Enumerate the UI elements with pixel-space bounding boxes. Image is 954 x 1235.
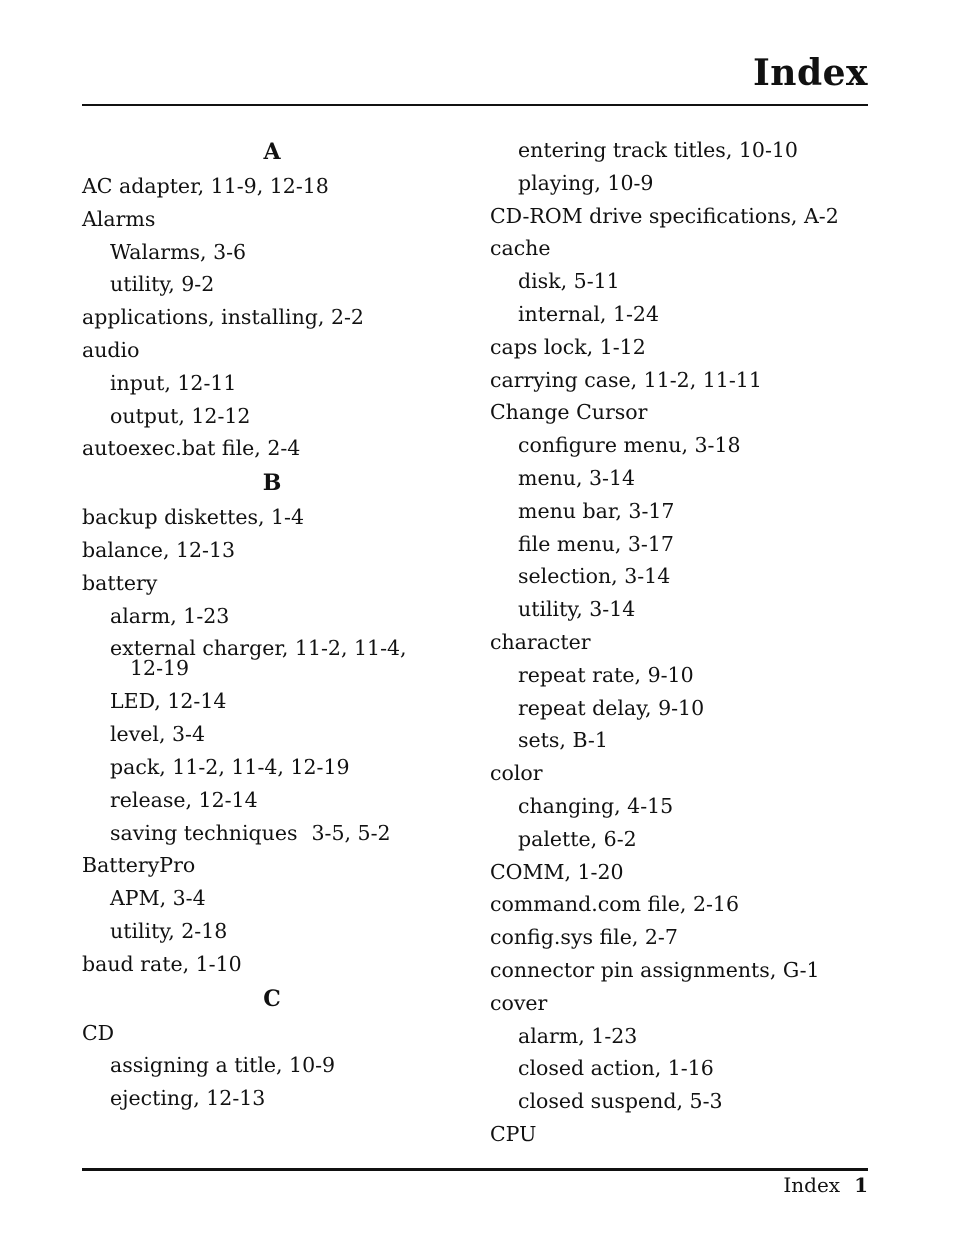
footer-rule [82,1168,868,1171]
index-subentry: level, 3-4 [110,722,206,747]
index-subentry: utility, 3-14 [518,597,636,622]
index-subentry-text: saving techniques [110,820,298,845]
index-entry: color [490,761,543,786]
index-entry: CPU [490,1121,537,1146]
index-letter-heading: A [263,139,281,165]
index-subentry: entering track titles, 10-10 [518,138,798,162]
index-entry: config.sys file, 2-7 [490,925,678,950]
index-subentry: alarm, 1-23 [110,603,230,628]
index-subentry [82,817,462,850]
index-entry: AC adapter, 11-9, 12-18 [82,174,329,198]
index-entry: command.com file, 2-16 [490,892,739,917]
index-subentry: ejecting, 12-13 [110,1086,266,1111]
index-subentry: utility, 2-18 [110,918,228,943]
index-subentry: configure menu, 3-18 [518,433,741,458]
index-entry: Alarms [82,206,156,231]
footer-label: Index [783,1173,841,1197]
index-subentry: APM, 3-4 [110,886,206,911]
index-entry: connector pin assignments, G-1 [490,957,820,982]
header-rule [82,104,868,106]
index-subentry: closed suspend, 5-3 [518,1089,723,1114]
index-subentry: menu bar, 3-17 [518,498,675,523]
index-entry: BatteryPro [82,853,196,878]
index-subentry: file menu, 3-17 [518,531,674,556]
index-letter-heading: B [262,470,282,497]
index-subentry: alarm, 1-23 [518,1023,638,1048]
index-entry: carrying case, 11-2, 11-11 [490,367,762,392]
index-subentry-text: external charger, 11-2, 11-4, [110,636,407,661]
index-entry: caps lock, 1-12 [490,334,646,359]
index-entry: character [490,629,591,654]
index-entry: balance, 12-13 [82,537,236,562]
index-entry: audio [82,337,140,362]
index-subentry: palette, 6-2 [518,826,637,851]
index-entry: CD-ROM drive specifications, A-2 [490,203,839,228]
index-subentry: playing, 10-9 [518,170,654,195]
index-subentry: input, 12-11 [110,370,237,395]
index-subentry: output, 12-12 [110,403,251,428]
index-subentry: closed action, 1-16 [518,1056,714,1081]
index-entry: cover [490,990,548,1015]
index-subentry-continuation: 12-19 [130,656,190,681]
index-subentry: menu, 3-14 [518,465,636,490]
index-subentry: changing, 4-15 [518,793,674,818]
page-title: Index [752,52,868,94]
index-subentry-pages: 3-5, 5-2 [311,820,391,845]
index-subentry: disk, 5-11 [518,269,620,294]
index-entry: cache [490,236,551,261]
page-footer [783,1172,868,1198]
index-entry: Change Cursor [490,400,648,425]
index-subentry: assigning a title, 10-9 [110,1053,336,1078]
index-entry: backup diskettes, 1-4 [82,505,305,530]
index-entry: applications, installing, 2-2 [82,305,364,330]
index-column-left [82,134,462,1115]
index-letter-heading: C [263,985,281,1012]
index-column-right [490,134,870,1151]
page-number: 1 [854,1173,868,1197]
index-subentry: utility, 9-2 [110,272,215,297]
index-entry: battery [82,570,158,595]
index-subentry: release, 12-14 [110,787,258,812]
index-subentry: pack, 11-2, 11-4, 12-19 [110,754,350,779]
index-subentry: Walarms, 3-6 [110,239,247,264]
index-subentry: internal, 1-24 [518,301,659,326]
index-subentry: repeat rate, 9-10 [518,662,694,687]
index-entry: COMM, 1-20 [490,859,624,884]
index-entry: autoexec.bat file, 2-4 [82,436,301,461]
index-subentry: sets, B-1 [518,728,608,753]
index-subentry: selection, 3-14 [518,564,671,589]
index-subentry: LED, 12-14 [110,689,227,714]
index-subentry: repeat delay, 9-10 [518,695,705,720]
index-subentry [82,632,462,685]
index-entry: baud rate, 1-10 [82,951,242,976]
index-entry: CD [82,1020,115,1045]
